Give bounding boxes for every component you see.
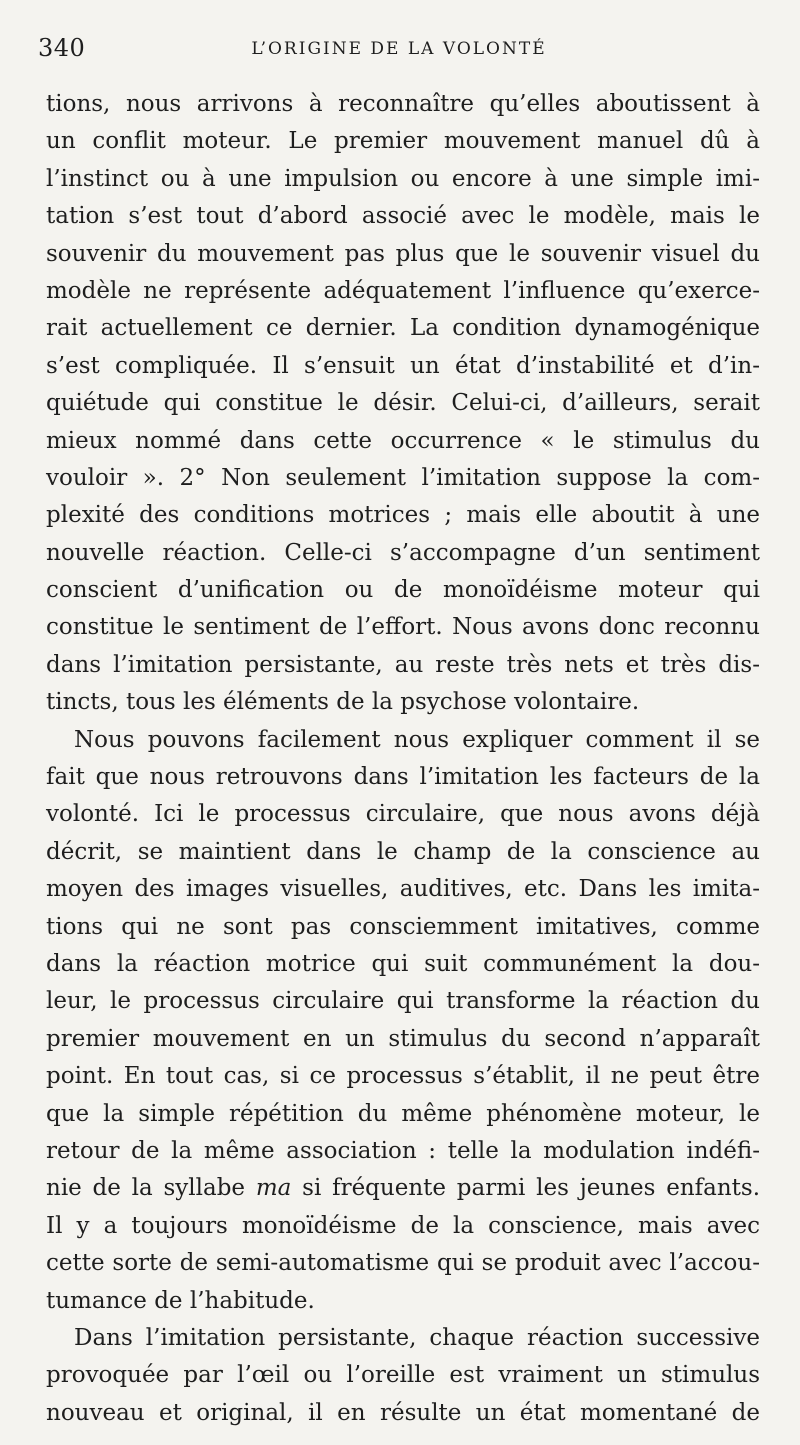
text-segment: nie de la syllabe	[46, 1175, 246, 1202]
text-line: conscient d’unification ou de monoïdéisme moteur qui	[46, 577, 760, 604]
text-line: que la simple répétition du même phénomène moteur, le	[46, 1100, 760, 1127]
text-line: vouloir ». 2° Non seulement l’imitation suppose la com-	[46, 464, 760, 491]
text-line: s’est compliquée. Il s’ensuit un état d’instabilité et d’in-	[46, 352, 760, 379]
page-number: 340	[38, 34, 86, 62]
text-line: mieux nommé dans cette occurrence « le stimulus du	[46, 427, 760, 454]
text-line: modèle ne représente adéquatement l’influence qu’exerce-	[46, 277, 760, 304]
text-line: plexité des conditions motrices ; mais elle aboutit à une	[46, 502, 760, 529]
text-line: point. En tout cas, si ce processus s’établit, il ne peut être	[46, 1063, 760, 1090]
text-line: tions, nous arrivons à reconnaître qu’elles aboutissent à	[46, 91, 760, 117]
paragraph-start: Dans l’imitation persistante, chaque réaction successive	[74, 1324, 760, 1351]
text-line: souvenir du mouvement pas plus que le souvenir visuel du	[46, 240, 760, 267]
text-line: nouvelle réaction. Celle-ci s’accompagne d’un sentiment	[46, 539, 760, 566]
text-line: cette sorte de semi-automatisme qui se produit avec l’accou-	[46, 1250, 760, 1277]
text-line: décrit, se maintient dans le champ de la conscience au	[46, 838, 760, 865]
text-line: tation s’est tout d’abord associé avec le modèle, mais le	[46, 203, 760, 230]
text-line: Il y a toujours monoïdéisme de la conscience, mais avec	[46, 1212, 760, 1239]
text-line: dans l’imitation persistante, au reste très nets et très dis-	[46, 651, 760, 678]
text-line: tincts, tous les éléments de la psychose volontaire.	[46, 689, 640, 716]
text-line: nouveau et original, il en résulte un état momentané de	[46, 1399, 760, 1426]
running-title: L’ORIGINE DE LA VOLONTÉ	[251, 39, 547, 59]
text-line: premier mouvement en un stimulus du second n’apparaît	[46, 1025, 760, 1052]
text-line: constitue le sentiment de l’effort. Nous avons donc reconnu	[46, 614, 760, 641]
text-line-mixed	[46, 1170, 760, 1207]
paragraph-start: Nous pouvons facilement nous expliquer comment il se	[74, 726, 760, 753]
text-line: fait que nous retrouvons dans l’imitation les facteurs de la	[46, 764, 760, 791]
text-line: l’instinct ou à une impulsion ou encore à une simple imi-	[46, 165, 760, 192]
text-segment: si fréquente parmi les jeunes enfants.	[302, 1175, 761, 1202]
text-line: tions qui ne sont pas consciemment imitatives, comme	[46, 913, 760, 940]
text-line: rait actuellement ce dernier. La condition dynamogénique	[46, 315, 760, 342]
text-line: volonté. Ici le processus circulaire, que nous avons déjà	[46, 801, 760, 828]
text-line: un conflit moteur. Le premier mouvement manuel dû à	[46, 128, 760, 155]
page-header	[38, 34, 760, 64]
text-line: moyen des images visuelles, auditives, etc. Dans les imita-	[46, 876, 760, 903]
text-line: provoquée par l’œil ou l’oreille est vraiment un stimulus	[46, 1362, 760, 1389]
text-line: retour de la même association : telle la modulation indéfi-	[46, 1137, 760, 1164]
text-line: tumance de l’habitude.	[46, 1287, 315, 1314]
text-line: dans la réaction motrice qui suit communément la dou-	[46, 950, 760, 977]
italic-word: ma	[255, 1175, 292, 1202]
text-line: leur, le processus circulaire qui transforme la réaction du	[46, 988, 760, 1015]
text-line: quiétude qui constitue le désir. Celui-ci, d’ailleurs, serait	[46, 390, 760, 417]
body-text	[46, 86, 760, 1432]
